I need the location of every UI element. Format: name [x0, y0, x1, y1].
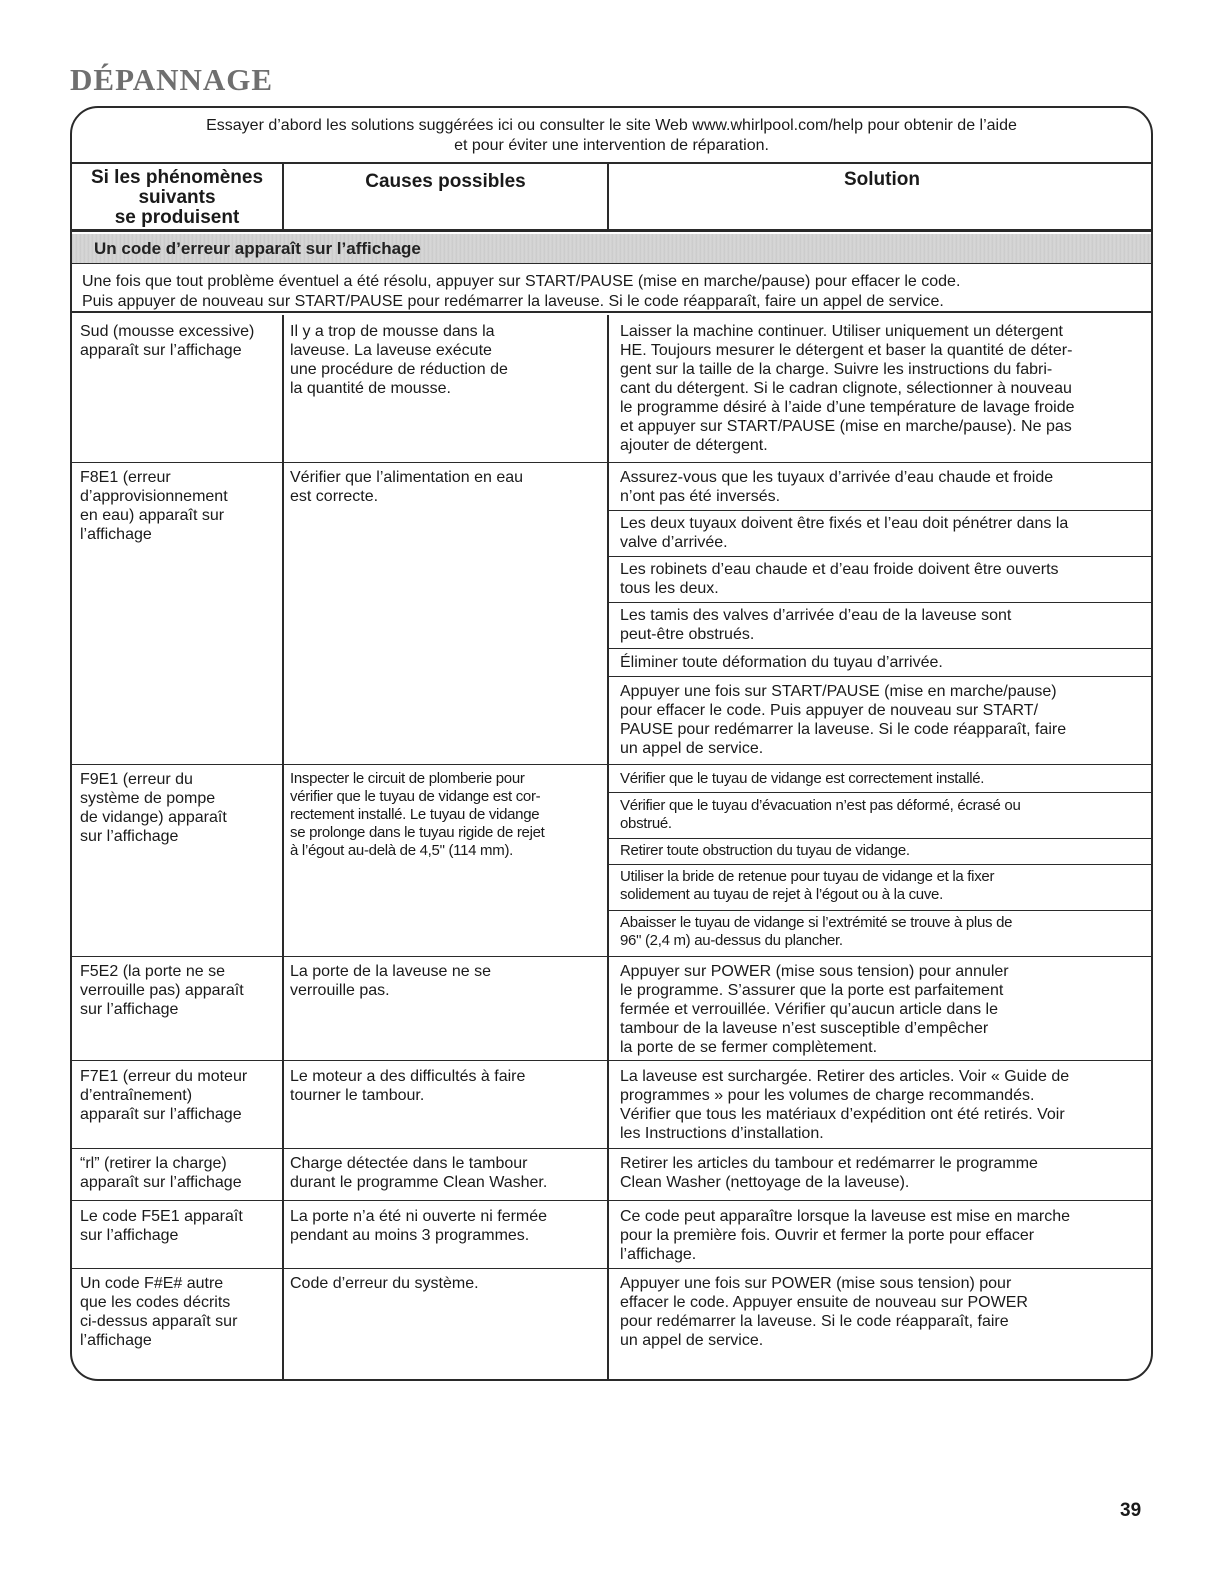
solution-divider [609, 602, 1153, 603]
header-cause: Causes possibles [284, 164, 609, 229]
section-note: Une fois que tout problème éventuel a été résolu, appuyer sur START/PAUSE (mise en marche/pause) pour effacer le code. Puis appuyer de nouveau sur START/PAUSE pour redémarrer la laveuse. Si le code réapparaît, faire un appel de service. [72, 265, 1151, 313]
table-header [72, 162, 1151, 232]
row-solution: Retirer toute obstruction du tuyau de vidange. [620, 842, 910, 859]
row-divider [72, 956, 1151, 957]
row-divider [72, 1268, 1151, 1269]
row-cause: Code d’erreur du système. [290, 1275, 479, 1292]
row-symptom: F5E2 (la porte ne se verrouille pas) apparaît sur l’affichage [80, 963, 244, 1018]
row-cause: La porte n’a été ni ouverte ni fermée pendant au moins 3 programmes. [290, 1208, 548, 1244]
row-cause: La porte de la laveuse ne se verrouille pas. [290, 963, 492, 999]
row-cause: Le moteur a des difficultés à faire tourner le tambour. [290, 1068, 526, 1104]
row-solution: Assurez-vous que les tuyaux d’arrivée d’eau chaude et froide n’ont pas été inversés. [620, 469, 1054, 505]
solution-divider [609, 676, 1153, 677]
row-divider [72, 1148, 1151, 1149]
row-divider [72, 1200, 1151, 1201]
row-divider [72, 764, 1151, 765]
page-number: 39 [1120, 1500, 1142, 1521]
row-cause: Il y a trop de mousse dans la laveuse. La laveuse exécute une procédure de réduction de la quantité de mousse. [290, 323, 508, 397]
row-solution: Abaisser le tuyau de vidange si l’extrémité se trouve à plus de 96" (2,4 m) au-dessus du plancher. [620, 914, 1013, 949]
section-title: Un code d’erreur apparaît sur l’affichage [72, 234, 1151, 264]
row-divider [72, 1060, 1151, 1061]
row-symptom: Un code F#E# autre que les codes décrits ci-dessus apparaît sur l’affichage [80, 1275, 238, 1349]
solution-divider [609, 910, 1153, 911]
row-solution: Appuyer sur POWER (mise sous tension) pour annuler le programme. S’assurer que la porte est parfaitement fermée et verrouillée. Vérifier qu’aucun article dans le tambour de la laveuse n’est susceptible d’empêcher la porte de se fermer complètement. [620, 963, 1009, 1056]
row-cause: Vérifier que l’alimentation en eau est correcte. [290, 469, 524, 505]
row-cause: Charge détectée dans le tambour durant le programme Clean Washer. [290, 1155, 548, 1191]
row-solution: Les tamis des valves d’arrivée d’eau de la laveuse sont peut-être obstrués. [620, 607, 1012, 643]
row-solution: Retirer les articles du tambour et redémarrer le programme Clean Washer (nettoyage de la laveuse). [620, 1155, 1038, 1191]
solution-divider [609, 648, 1153, 649]
row-solution: Utiliser la bride de retenue pour tuyau de vidange et la fixer solidement au tuyau de rejet à l’égout ou à la cuve. [620, 868, 995, 903]
row-symptom: Sud (mousse excessive) apparaît sur l’affichage [80, 323, 255, 359]
solution-divider [609, 838, 1153, 839]
row-symptom: “rl” (retirer la charge) apparaît sur l’affichage [80, 1155, 242, 1191]
solution-divider [609, 556, 1153, 557]
column-divider [282, 315, 284, 1379]
row-solution: Vérifier que le tuyau de vidange est correctement installé. [620, 770, 985, 787]
row-solution: Ce code peut apparaître lorsque la laveuse est mise en marche pour la première fois. Ouvrir et fermer la porte pour effacer l’affichage. [620, 1208, 1071, 1263]
row-symptom: F8E1 (erreur d’approvisionnement en eau) apparaît sur l’affichage [80, 469, 228, 543]
row-symptom: F9E1 (erreur du système de pompe de vidange) apparaît sur l’affichage [80, 771, 227, 845]
row-solution: Éliminer toute déformation du tuyau d’arrivée. [620, 654, 943, 671]
row-solution: Appuyer une fois sur POWER (mise sous tension) pour effacer le code. Appuyer ensuite de nouveau sur POWER pour redémarrer la laveuse. Si le code réapparaît, faire un appel de service. [620, 1275, 1028, 1349]
row-solution: Appuyer une fois sur START/PAUSE (mise en marche/pause) pour effacer le code. Puis appuyer de nouveau sur START/ PAUSE pour redémarrer la laveuse. Si le code réapparaît, faire un appel de service. [620, 683, 1067, 757]
solution-divider [609, 864, 1153, 865]
row-cause: Inspecter le circuit de plomberie pour vérifier que le tuyau de vidange est cor- rectement installé. Le tuyau de vidange se prolonge dans le tuyau rigide de rejet à l’égout au-delà de 4,5" (114 mm). [290, 770, 545, 859]
page-title: DÉPANNAGE [70, 62, 274, 97]
solution-divider [609, 510, 1153, 511]
intro-text: Essayer d’abord les solutions suggérées ici ou consulter le site Web www.whirlpool.com/help pour obtenir de l’aide et pour éviter une intervention de réparation. [206, 117, 1017, 154]
row-solution: La laveuse est surchargée. Retirer des articles. Voir « Guide de programmes » pour les volumes de charge recommandés. Vérifier que tous les matériaux d’expédition ont été retirés. Voir les Instructions d’installation. [620, 1068, 1070, 1142]
solution-divider [609, 792, 1153, 793]
row-solution: Les robinets d’eau chaude et d’eau froide doivent être ouverts tous les deux. [620, 561, 1059, 597]
row-symptom: Le code F5E1 apparaît sur l’affichage [80, 1208, 243, 1244]
row-solution: Vérifier que le tuyau d’évacuation n’est pas déformé, écrasé ou obstrué. [620, 797, 1021, 832]
row-solution: Les deux tuyaux doivent être fixés et l’eau doit pénétrer dans la valve d’arrivée. [620, 515, 1069, 551]
column-divider [607, 315, 609, 1379]
row-symptom: F7E1 (erreur du moteur d’entraînement) apparaît sur l’affichage [80, 1068, 248, 1123]
troubleshooting-table [70, 106, 1153, 1381]
row-solution: Laisser la machine continuer. Utiliser uniquement un détergent HE. Toujours mesurer le détergent et baser la quantité de déter- gent sur la taille de la charge. Suivre les instructions du fabri- cant du détergent. Si le cadran clignote, sélectionner à nouveau le programme désiré à l’aide d’une température de lavage froide et appuyer sur START/PAUSE (mise en marche/pause). Ne pas ajouter de détergent. [620, 323, 1075, 454]
header-solution: Solution [844, 169, 920, 190]
row-divider [72, 462, 1151, 463]
header-symptom: Si les phénomènes suivants se produisent [72, 164, 284, 229]
